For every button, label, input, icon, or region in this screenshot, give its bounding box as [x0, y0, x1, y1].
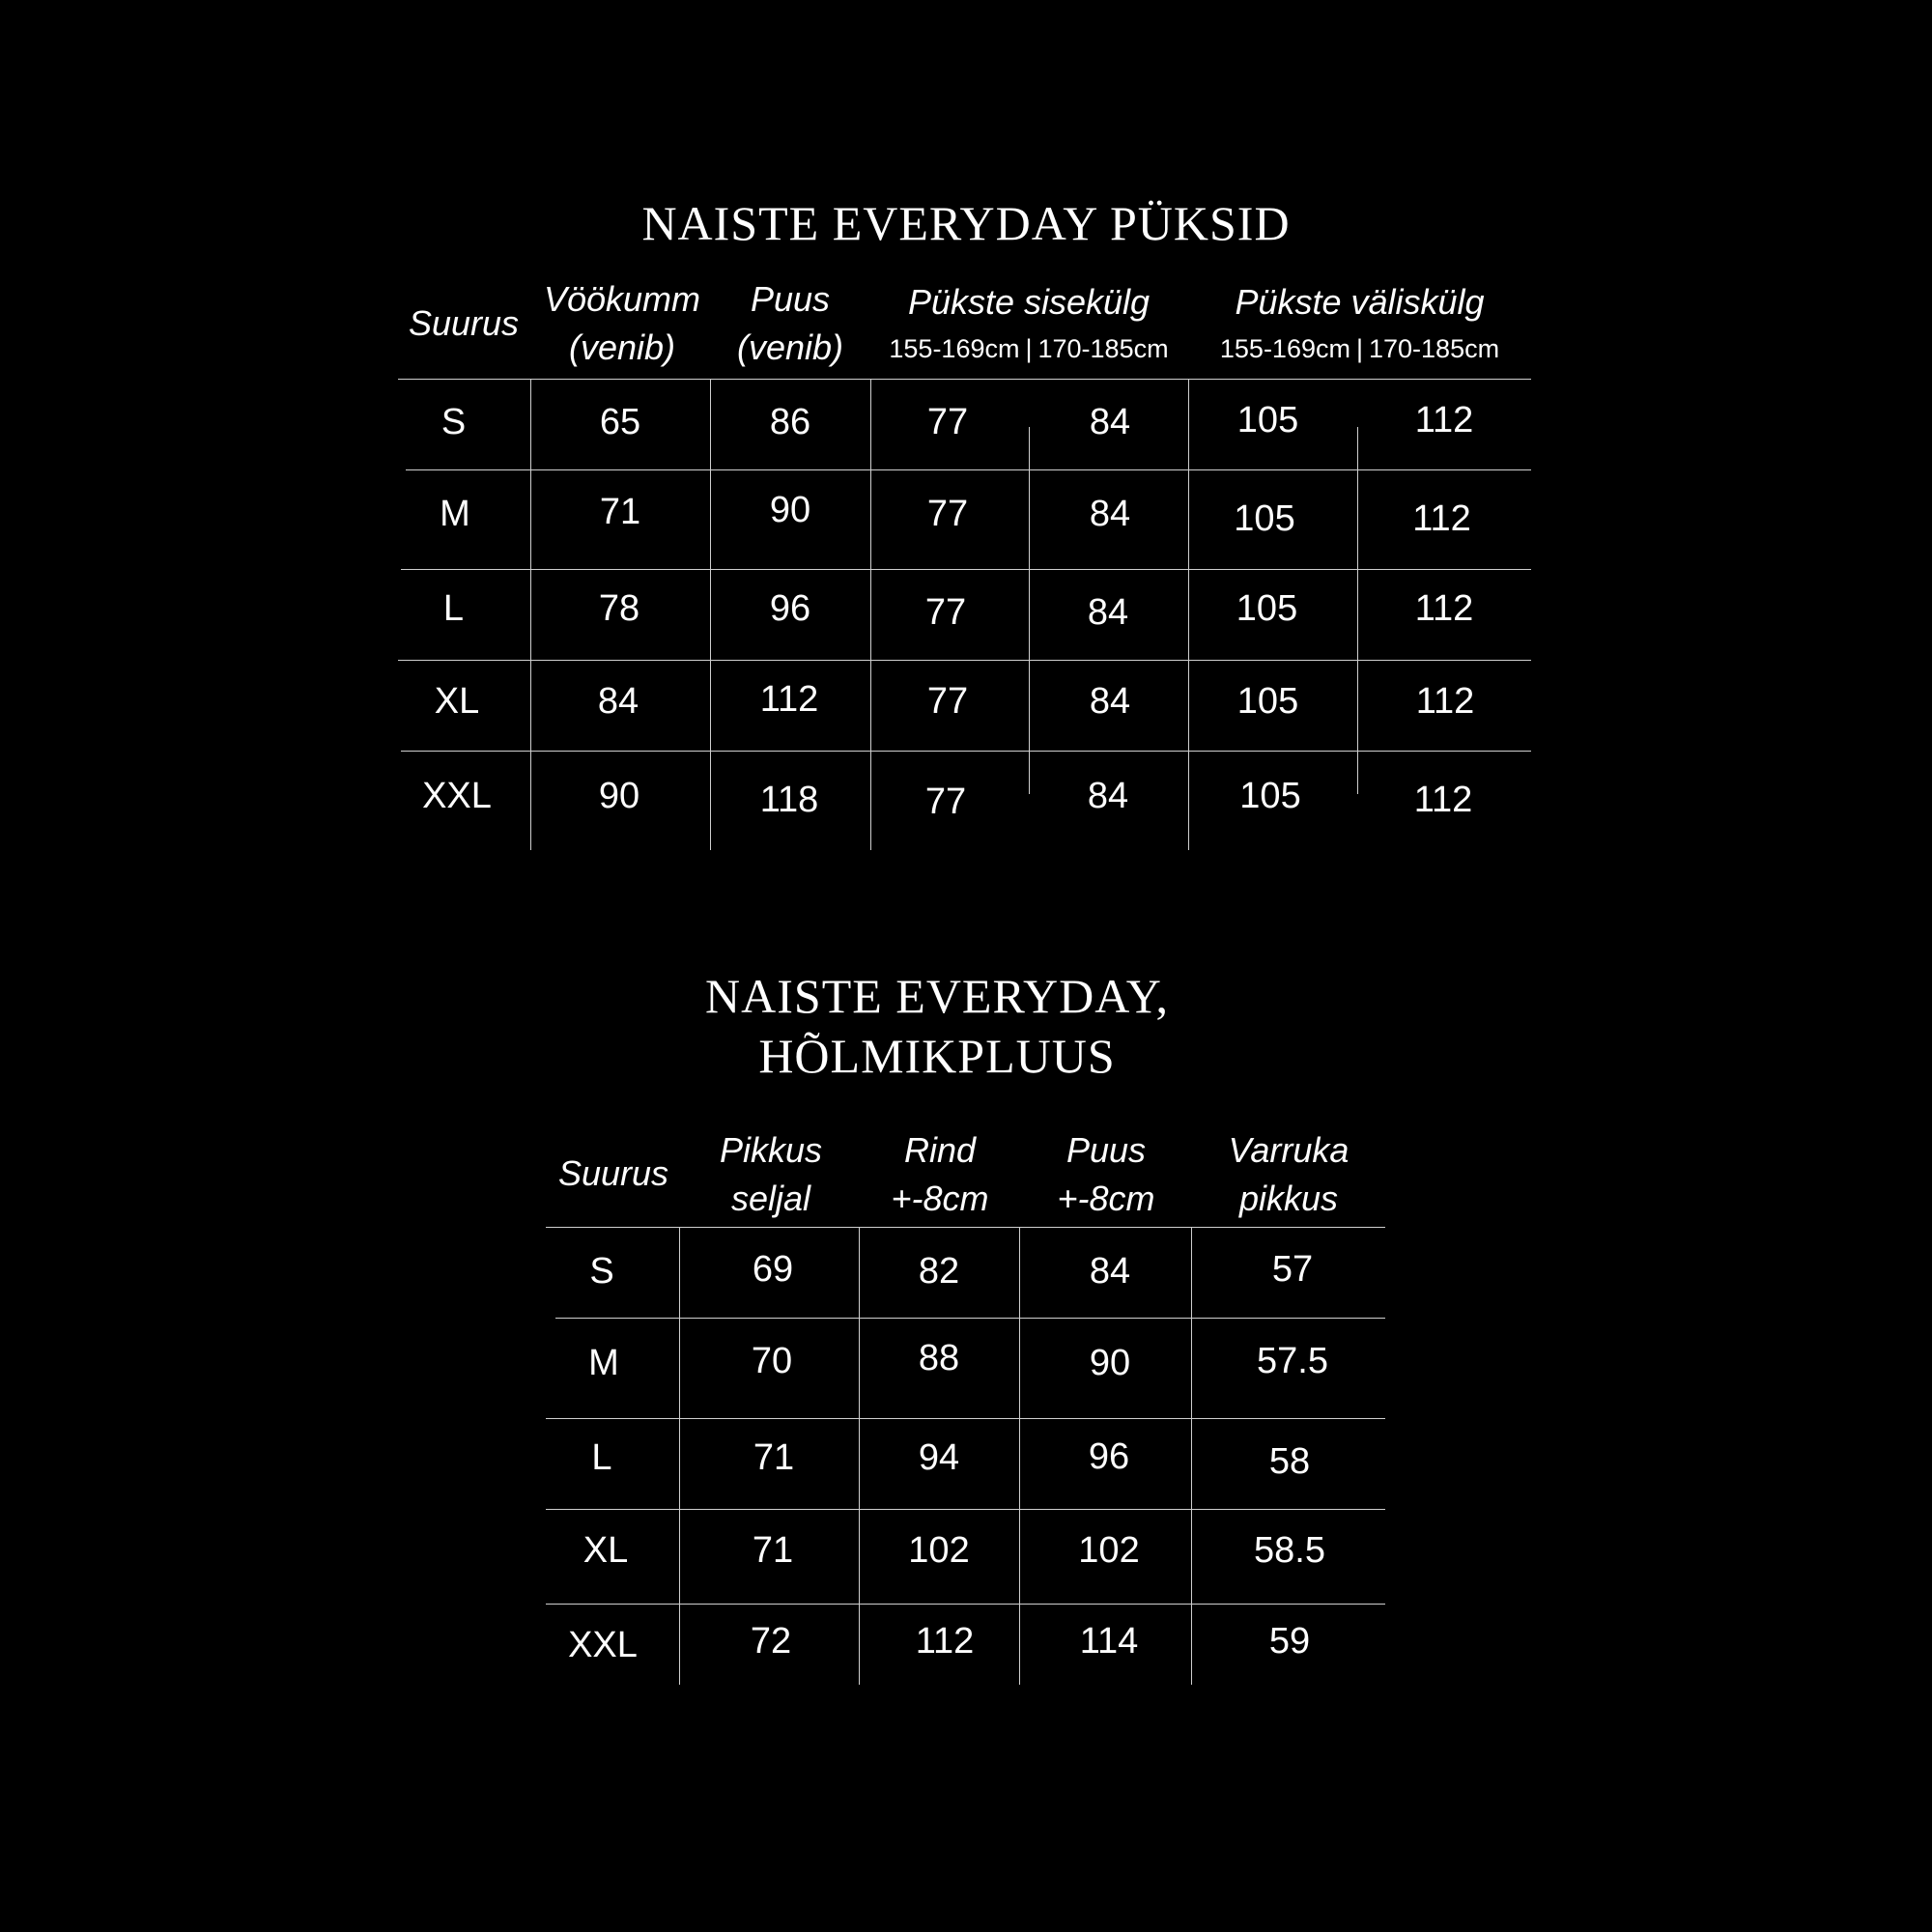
table1-cell-inseam-short: 77: [924, 592, 967, 633]
table1-cell-inseam-tall: 84: [1087, 592, 1129, 633]
table2-cell-size: M: [588, 1343, 619, 1383]
table1-cell-outseam-short: 105: [1236, 588, 1298, 629]
table2-cell-size: XXL: [568, 1625, 638, 1665]
table1-cell-hip: 86: [769, 402, 811, 442]
table1-header-outseam: Pükste väliskülg: [1235, 282, 1485, 322]
table2-header-divider: [546, 1227, 1385, 1228]
table2-cell-size: L: [591, 1437, 612, 1478]
table1-cell-outseam-tall: 112: [1413, 780, 1473, 820]
table2-cell-back-length: 71: [752, 1530, 794, 1571]
table1-header-hip: Puus (venib): [736, 279, 844, 367]
table2-cell-sleeve: 57: [1271, 1249, 1314, 1290]
table1-cell-outseam-short: 105: [1236, 400, 1299, 440]
table2-cell-chest: 94: [918, 1437, 960, 1478]
table2-cell-sleeve: 59: [1268, 1621, 1311, 1662]
table1-cell-waist: 84: [597, 681, 639, 722]
table1-cell-hip: 90: [769, 490, 811, 530]
table1-row-divider: [401, 751, 1531, 752]
table2-cell-back-length: 71: [753, 1437, 795, 1478]
table2-cell-sleeve: 57.5: [1257, 1341, 1328, 1381]
table1-cell-waist: 78: [598, 588, 640, 629]
table1-cell-size: L: [442, 588, 465, 629]
table2-title: NAISTE EVERYDAY, HÕLMIKPLUUS: [705, 969, 1169, 1083]
table2-header-hip: Puus +-8cm: [1057, 1130, 1155, 1218]
table1-header-outseam-heights: 155-169cm | 170-185cm: [1219, 334, 1500, 363]
table1-cell-inseam-tall: 84: [1087, 776, 1129, 816]
table2-header-sleeve: Varruka pikkus: [1228, 1130, 1350, 1218]
table2-row-divider: [546, 1418, 1385, 1419]
table1-cell-hip: 112: [759, 679, 819, 720]
table1-cell-waist: 90: [598, 776, 640, 816]
table1-header-divider: [398, 379, 1531, 380]
table1-row-divider: [401, 569, 1531, 570]
table2-cell-sleeve: 58: [1268, 1441, 1311, 1482]
table1-cell-size: M: [440, 494, 470, 534]
table1-cell-outseam-short: 105: [1239, 776, 1301, 816]
table1-cell-inseam-short: 77: [926, 402, 969, 442]
table2-cell-back-length: 69: [752, 1249, 794, 1290]
table2-header-back-length: Pikkus seljal: [719, 1130, 823, 1218]
table1-cell-hip: 96: [769, 588, 811, 629]
table2-cell-hip: 102: [1078, 1530, 1140, 1571]
table1-cell-size: XL: [434, 681, 480, 722]
table2-cell-hip: 96: [1088, 1436, 1130, 1477]
table1-cell-waist: 65: [599, 402, 641, 442]
table1-cell-outseam-short: 105: [1236, 681, 1299, 722]
table2-cell-hip: 84: [1089, 1251, 1131, 1292]
table2-cell-back-length: 70: [751, 1341, 793, 1381]
table1-cell-inseam-tall: 84: [1089, 494, 1131, 534]
table2-cell-hip: 114: [1079, 1621, 1139, 1662]
table1-cell-outseam-tall: 112: [1415, 681, 1475, 722]
table1-cell-outseam-short: 105: [1234, 498, 1295, 539]
table2-cell-chest: 88: [918, 1338, 960, 1378]
table1-cell-inseam-tall: 84: [1089, 402, 1131, 442]
table1-header-inseam: Pükste sisekülg: [907, 282, 1151, 322]
table2-cell-chest: 102: [908, 1530, 970, 1571]
table2-header-chest: Rind +-8cm: [891, 1130, 989, 1218]
table1-cell-outseam-tall: 112: [1414, 588, 1474, 629]
table1-row-divider: [406, 469, 1531, 470]
table1-cell-waist: 71: [599, 492, 641, 532]
table1-row-divider: [398, 660, 1531, 661]
table1-header-waist: Vöökumm (venib): [543, 279, 701, 367]
table1-cell-outseam-tall: 112: [1414, 400, 1474, 440]
table2-row-divider: [546, 1604, 1385, 1605]
table1-cell-size: XXL: [422, 776, 492, 816]
table2-cell-chest: 112: [915, 1621, 975, 1662]
table1-title: NAISTE EVERYDAY PÜKSID: [641, 196, 1291, 250]
table2-cell-back-length: 72: [750, 1621, 792, 1662]
table1-cell-inseam-short: 77: [926, 681, 969, 722]
table1-cell-inseam-short: 77: [924, 781, 967, 822]
table2-cell-size: XL: [582, 1530, 629, 1571]
table1-cell-inseam-tall: 84: [1089, 681, 1131, 722]
table2-cell-size: S: [589, 1251, 614, 1292]
table1-cell-hip: 118: [759, 780, 819, 820]
table2-header-size: Suurus: [557, 1153, 669, 1193]
table2-cell-hip: 90: [1089, 1343, 1131, 1383]
table2-row-divider: [546, 1509, 1385, 1510]
table1-cell-outseam-tall: 112: [1412, 498, 1471, 539]
table1-header-inseam-heights: 155-169cm | 170-185cm: [889, 334, 1169, 363]
table2-cell-sleeve: 58.5: [1254, 1530, 1325, 1571]
table2-cell-chest: 82: [918, 1251, 960, 1292]
table1-header-size: Suurus: [408, 303, 520, 343]
table1-cell-inseam-short: 77: [926, 494, 969, 534]
table1-cell-size: S: [440, 402, 467, 442]
